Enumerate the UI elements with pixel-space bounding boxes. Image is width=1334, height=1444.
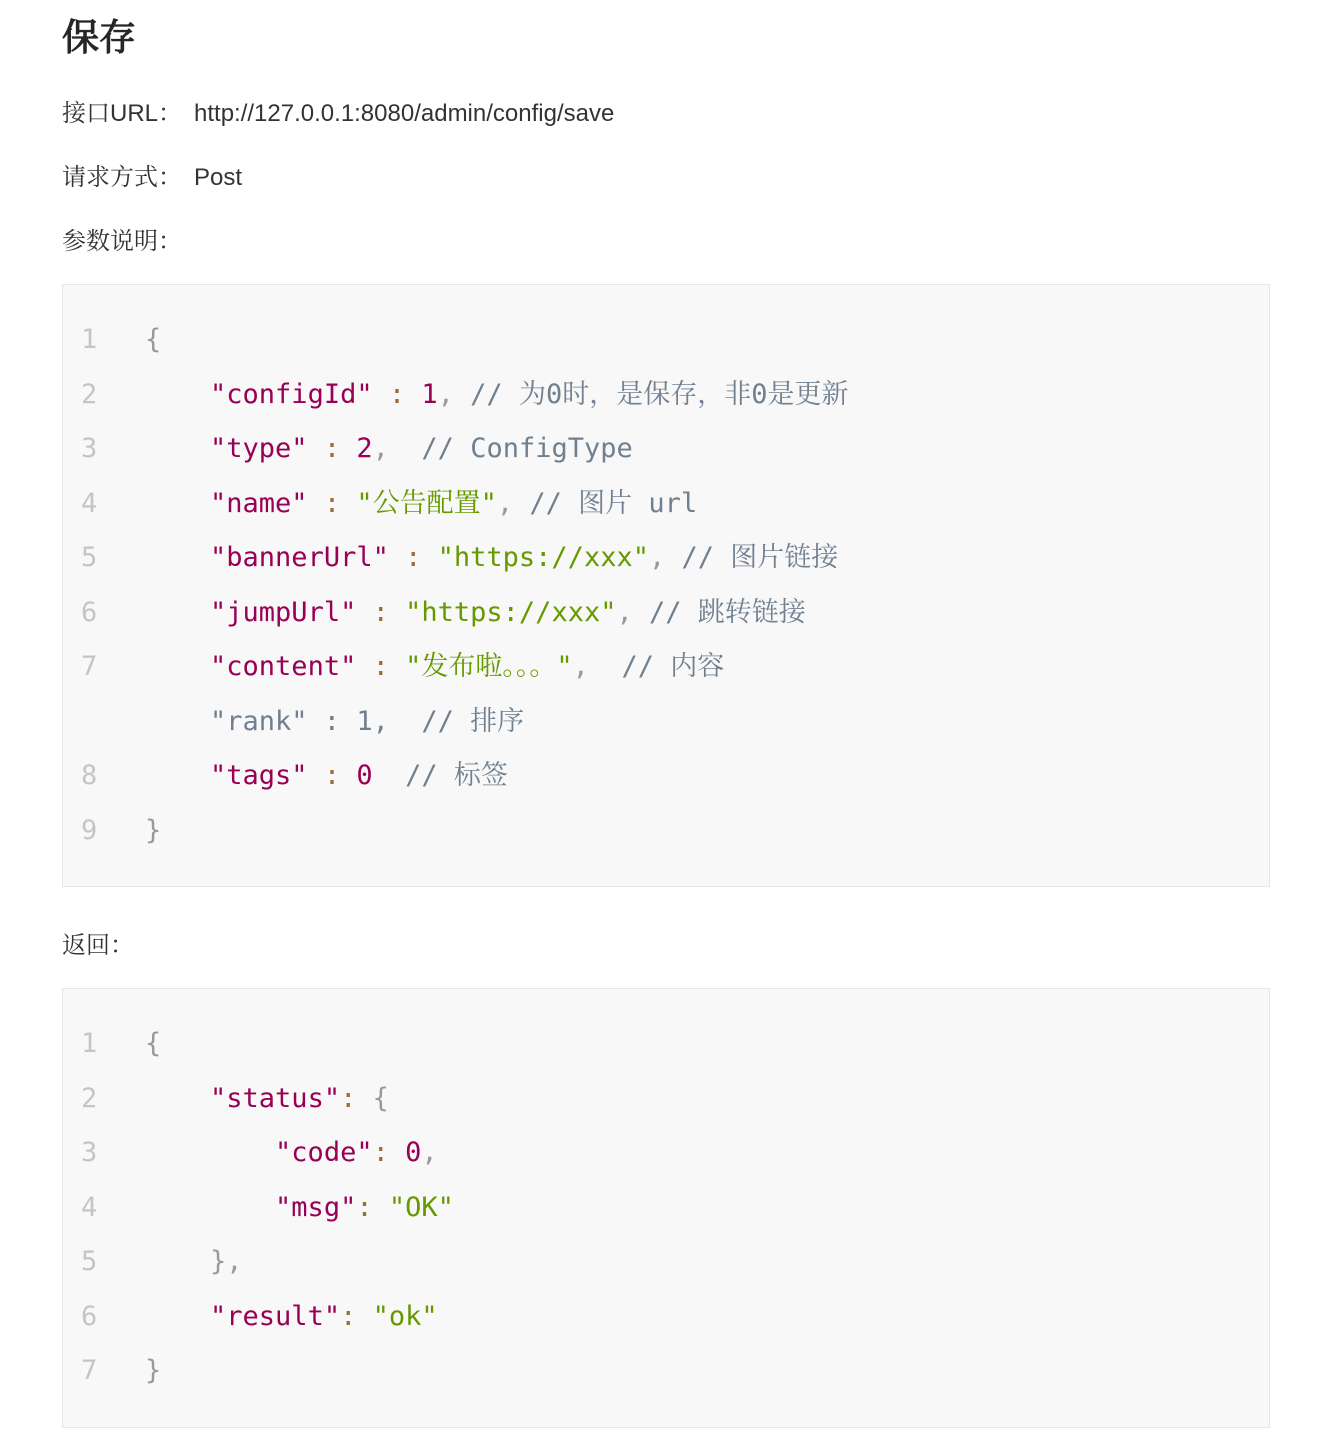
token-string: "发布啦。。。" <box>405 651 573 682</box>
token-comment: // 内容 <box>621 651 725 682</box>
token-operator: : <box>372 1137 389 1168</box>
token-punct: { <box>356 1082 389 1114</box>
token-operator: : <box>372 596 389 628</box>
request-method-label: 请求方式： <box>62 164 182 191</box>
token-punct <box>356 597 372 628</box>
code-text <box>145 1181 454 1236</box>
code-line <box>81 1344 1249 1399</box>
line-number: 6 <box>81 596 98 628</box>
token-punct <box>389 597 405 628</box>
token-punct <box>145 760 210 791</box>
token-punct <box>389 651 405 682</box>
token-punct <box>308 488 324 519</box>
code-line <box>81 531 1249 586</box>
token-punct <box>145 379 210 410</box>
token-punct <box>308 433 324 464</box>
token-operator: : <box>388 378 406 410</box>
token-operator: : <box>323 433 341 464</box>
token-comment: // 图片 url <box>529 487 698 519</box>
token-operator: : <box>340 1300 357 1332</box>
token-punct: , <box>648 542 682 573</box>
token-comment: "rank" : 1, // 排序 <box>145 705 525 737</box>
request-method-row <box>62 164 1270 192</box>
token-key: "jumpUrl" <box>210 596 357 628</box>
token-operator: : <box>372 651 389 682</box>
code-line <box>81 313 1249 368</box>
token-punct: , <box>572 651 622 682</box>
token-punct: , <box>496 487 530 519</box>
api-url-label: 接口URL： <box>62 100 183 127</box>
token-punct: } <box>145 1355 162 1386</box>
token-key: "code" <box>275 1137 373 1168</box>
token-number: 0 <box>356 760 373 791</box>
token-operator: : <box>340 1082 357 1114</box>
token-punct <box>145 1083 210 1114</box>
token-punct: , <box>372 433 422 464</box>
token-punct <box>308 760 324 791</box>
code-line <box>81 1181 1249 1236</box>
token-comment: // 标签 <box>405 760 508 791</box>
line-number: 5 <box>81 542 98 573</box>
line-number <box>81 695 145 750</box>
page-title: 保存 <box>62 17 136 58</box>
token-punct <box>405 379 421 410</box>
line-number: 4 <box>81 1191 98 1223</box>
api-url-row <box>62 100 1270 128</box>
code-text <box>145 1290 438 1345</box>
code-line <box>81 1072 1249 1127</box>
code-text <box>145 586 806 641</box>
line-number: 2 <box>81 1082 98 1114</box>
token-punct: { <box>145 1028 162 1059</box>
token-comment: // ConfigType <box>421 433 633 464</box>
code-text <box>145 804 161 859</box>
token-key: "type" <box>210 433 308 464</box>
params-code-block <box>62 284 1270 887</box>
token-number: 1 <box>421 378 438 410</box>
token-key: "configId" <box>210 378 373 410</box>
line-number: 9 <box>81 814 98 846</box>
code-text <box>145 368 848 423</box>
request-method-value: Post <box>194 164 243 191</box>
token-punct <box>356 651 372 682</box>
code-text <box>145 477 697 532</box>
token-operator: : <box>323 487 341 519</box>
code-text <box>145 1344 161 1399</box>
token-comment: // 为0时，是保存，非0是更新 <box>470 378 849 410</box>
params-label: 参数说明： <box>62 228 182 255</box>
line-number: 4 <box>81 487 98 519</box>
token-punct <box>389 542 405 573</box>
code-line <box>81 749 1249 804</box>
code-text <box>145 531 838 586</box>
token-punct <box>356 1301 372 1332</box>
token-number: 2 <box>356 433 373 464</box>
code-line <box>81 1017 1249 1072</box>
code-text <box>145 640 724 695</box>
line-number: 7 <box>81 651 98 682</box>
token-punct <box>389 1137 405 1168</box>
token-punct: , <box>421 1137 438 1168</box>
return-label: 返回： <box>62 932 134 959</box>
token-punct: }, <box>145 1246 243 1277</box>
token-punct <box>340 433 356 464</box>
token-punct <box>145 1301 210 1332</box>
token-punct: , <box>437 378 471 410</box>
code-line <box>81 695 1249 750</box>
line-number: 1 <box>81 324 98 355</box>
token-operator: : <box>323 760 341 791</box>
token-punct <box>340 488 356 519</box>
line-number: 3 <box>81 433 98 464</box>
token-punct <box>373 1192 389 1223</box>
code-text <box>145 1017 161 1072</box>
token-punct <box>145 542 210 573</box>
token-punct: { <box>145 324 162 355</box>
token-key: "tags" <box>210 760 308 791</box>
code-line <box>81 586 1249 641</box>
token-key: "bannerUrl" <box>210 542 389 573</box>
return-code-block <box>62 988 1270 1428</box>
code-line <box>81 1290 1249 1345</box>
token-key: "name" <box>210 487 308 519</box>
code-text <box>145 749 508 804</box>
code-text <box>145 1126 438 1181</box>
code-text <box>145 422 633 477</box>
token-punct: } <box>145 814 162 846</box>
token-string: "OK" <box>388 1191 454 1223</box>
line-number: 3 <box>81 1137 98 1168</box>
token-comment: // 跳转链接 <box>648 596 806 628</box>
code-line <box>81 640 1249 695</box>
token-punct <box>145 597 210 628</box>
token-string: "https://xxx" <box>405 596 617 628</box>
api-url-value: http://127.0.0.1:8080/admin/config/save <box>194 100 615 127</box>
token-punct <box>373 760 406 791</box>
code-text <box>145 1072 389 1127</box>
token-key: "msg" <box>275 1191 357 1223</box>
code-line <box>81 422 1249 477</box>
line-number: 2 <box>81 378 98 410</box>
line-number: 6 <box>81 1300 98 1332</box>
token-comment: // 图片链接 <box>681 542 839 573</box>
token-punct <box>340 760 356 791</box>
code-line <box>81 804 1249 859</box>
token-key: "result" <box>210 1300 341 1332</box>
token-punct <box>145 1137 275 1168</box>
token-punct <box>421 542 437 573</box>
code-line <box>81 477 1249 532</box>
code-line <box>81 1235 1249 1290</box>
token-punct <box>145 433 210 464</box>
code-text <box>145 1235 243 1290</box>
code-line <box>81 1126 1249 1181</box>
code-text <box>145 695 524 750</box>
token-punct <box>373 379 389 410</box>
token-punct <box>145 1192 275 1223</box>
token-string: "https://xxx" <box>437 542 649 573</box>
token-string: "ok" <box>372 1300 438 1332</box>
code-text <box>145 313 161 368</box>
token-number: 0 <box>405 1137 422 1168</box>
token-punct <box>145 488 210 519</box>
token-key: "status" <box>210 1082 341 1114</box>
line-number: 8 <box>81 760 98 791</box>
code-line <box>81 368 1249 423</box>
token-punct <box>145 651 210 682</box>
token-punct: , <box>616 596 649 628</box>
token-operator: : <box>356 1191 373 1223</box>
token-key: "content" <box>210 651 357 682</box>
line-number: 7 <box>81 1355 98 1386</box>
line-number: 5 <box>81 1246 98 1277</box>
token-operator: : <box>405 542 422 573</box>
line-number: 1 <box>81 1028 98 1059</box>
token-string: "公告配置" <box>356 487 497 519</box>
